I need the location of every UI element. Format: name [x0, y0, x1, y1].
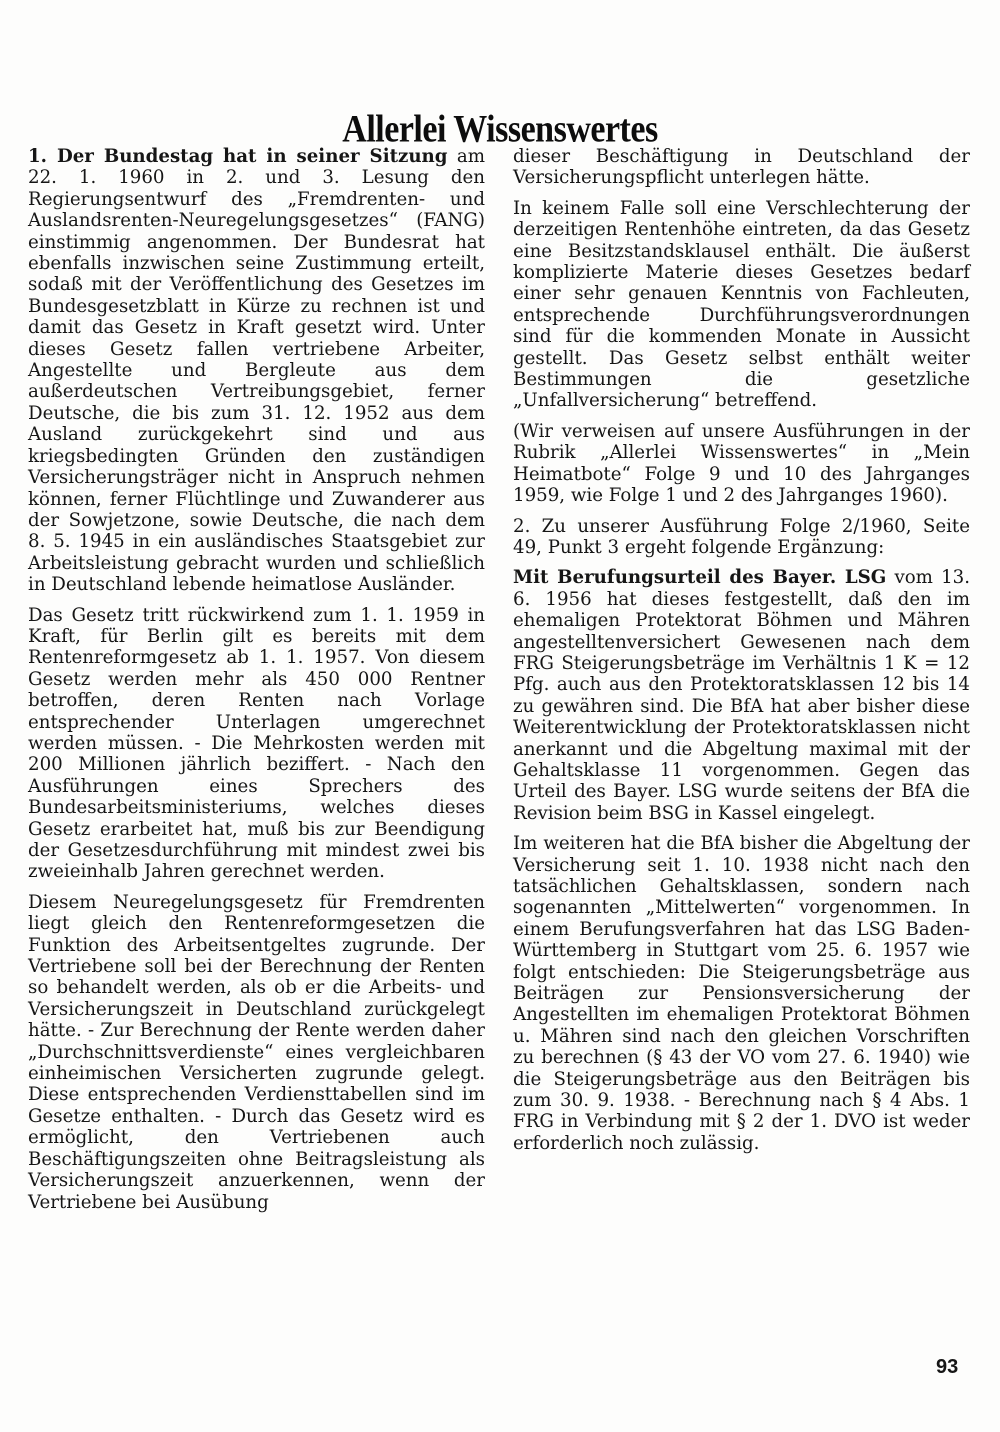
page-number: 93: [936, 1356, 959, 1378]
page-title: Allerlei Wissenswertes: [342, 107, 658, 151]
paragraph-appeal-ruling: [513, 567, 970, 824]
paragraph-text: vom 13. 6. 1956 hat dieses festgestellt, daß den im ehemaligen Protektorat Böhmen und Mähren angestelltenversichert Gewesenen nach dem FRG Steigerungsbeträge im Verhältnis 1 K = 12 Pfg. auch aus den Protektoratsklassen 12 bis 14 zu gewähren sind. Die BfA hat aber bisher diese Weiterentwicklung der Protektoratsklassen nicht anerkannt und die Abgeltung maximal mit der Gehaltsklasse 11 vorgenommen. Gegen das Urteil des Bayer. LSG wurde seitens der BfA die Revision beim BSG in Kassel eingelegt.: [513, 567, 970, 824]
paragraph-text: (Wir verweisen auf unsere Ausführungen in der Rubrik „Allerlei Wissenswertes“ in „Mein Heimatbote“ Folge 9 und 10 des Jahrganges 1959, wie Folge 1 und 2 des Jahrganges 1960).: [513, 420, 970, 507]
paragraph-retroactive: [28, 605, 485, 883]
paragraph-continuation: [513, 146, 970, 189]
paragraph-earnings-function: [28, 892, 485, 1213]
paragraph-reference-note: [513, 421, 970, 507]
right-column: [513, 146, 970, 1163]
paragraph-text: 2. Zu unserer Ausführung Folge 2/1960, Seite 49, Punkt 3 ergeht folgende Ergänzung:: [513, 515, 970, 558]
paragraph-no-deterioration: [513, 198, 970, 412]
paragraph-supplement-2: [513, 516, 970, 559]
paragraph-lead-bold: 1. Der Bundestag hat in seiner Sitzung: [28, 146, 448, 167]
paragraph-text: am 22. 1. 1960 in 2. und 3. Lesung den Regierungsentwurf des „Fremdrenten- und Auslandsrenten-Neuregelungsgesetzes“ (FANG) einstimmig angenommen. Der Bundesrat hat ebenfalls inzwischen seine Zustimmung erteilt, sodaß mit der Veröffentlichung des Gesetzes im Bundesgesetzblatt in Kürze zu rechnen ist und damit das Gesetz in Kraft gesetzt wird. Unter dieses Gesetz fallen vertriebene Arbeiter, Angestellte und Bergleute aus dem außerdeutschen Vertreibungsgebiet, ferner Deutsche, die bis zum 31. 12. 1952 aus dem Ausland zurückgekehrt sind und aus kriegsbedingten Gründen den zuständigen Versicherungsträger nicht in Anspruch nehmen können, ferner Flüchtlinge und Zuwanderer aus der Sowjetzone, sowie Deutsche, die nach dem 8. 5. 1945 in ein ausländisches Staatsgebiet zur Arbeitsleistung gebracht wurden und schließlich in Deutschland lebende heimatlose Ausländer.: [28, 146, 485, 596]
paragraph-fang-intro: [28, 146, 485, 596]
paragraph-lead-bold: Mit Berufungsurteil des Bayer. LSG: [513, 567, 887, 589]
paragraph-text: Im weiteren hat die BfA bisher die Abgeltung der Versicherung seit 1. 10. 1938 nicht nach den tatsächlichen Gehaltsklassen, sondern nach sogenannten „Mittelwerten“ vorgenommen. In einem Berufungsverfahren hat das LSG Baden-Württemberg in Stuttgart vom 25. 6. 1957 wie folgt entschieden: Die Steigerungsbeträge aus Beiträgen zur Pensionsversicherung der Angestellten im ehemaligen Protektorat Böhmen u. Mähren sind nach den gleichen Vorschriften zu berechnen (§ 43 der VO vom 27. 6. 1940) wie die Steigerungsbeträge aus den Beiträgen bis zum 30. 9. 1938. - Berechnung nach § 4 Abs. 1 FRG in Verbindung mit § 2 der 1. DVO ist weder erforderlich noch zulässig.: [513, 833, 970, 1154]
paragraph-mean-values: [513, 833, 970, 1154]
paragraph-text: dieser Beschäftigung in Deutschland der Versicherungspflicht unterlegen hätte.: [513, 146, 970, 189]
paragraph-text: In keinem Falle soll eine Verschlechterung der derzeitigen Rentenhöhe eintreten, da das Gesetz eine Besitzstandsklausel enthält. Die äußerst komplizierte Materie dieses Gesetzes bedarf einer sehr genauen Kenntnis von Fachleuten, entsprechende Durchführungsverordnungen sind für die kommenden Monate in Aussicht gestellt. Das Gesetz selbst enthält weiter Bestimmungen die gesetzliche „Unfallversicherung“ betreffend.: [513, 197, 970, 412]
paragraph-text: Diesem Neuregelungsgesetz für Fremdrenten liegt gleich den Rentenreformgesetzen die Funktion des Arbeitsentgeltes zugrunde. Der Vertriebene soll bei der Berechnung der Renten so behandelt werden, als ob er die Arbeits- und Versicherungszeit in Deutschland zurückgelegt hätte. - Zur Berechnung der Rente werden daher „Durchschnittsverdienste“ eines vergleichbaren einheimischen Versicherten zugrunde gelegt. Diese entsprechenden Verdiensttabellen sind im Gesetze enthalten. - Durch das Gesetz wird es ermöglicht, den Vertriebenen auch Beschäftigungszeiten ohne Beitragsleistung als Versicherungszeit anzuerkennen, wenn der Vertriebene bei Ausübung: [28, 891, 485, 1213]
paragraph-text: Das Gesetz tritt rückwirkend zum 1. 1. 1959 in Kraft, für Berlin gilt es bereits mit dem Rentenreformgesetz ab 1. 1. 1957. Von diesem Gesetz werden mehr als 450 000 Rentner betroffen, deren Renten nach Vorlage entsprechender Unterlagen umgerechnet werden müssen. - Die Mehrkosten werden mit 200 Millionen jährlich beziffert. - Nach den Ausführungen eines Sprechers des Bundesarbeitsministeriums, welches dieses Gesetz erarbeitet hat, muß bis zur Beendigung der Gesetzesdurchführung mit mindest zwei bis zweieinhalb Jahren gerechnet werden.: [28, 604, 485, 883]
left-column: [28, 146, 485, 1222]
